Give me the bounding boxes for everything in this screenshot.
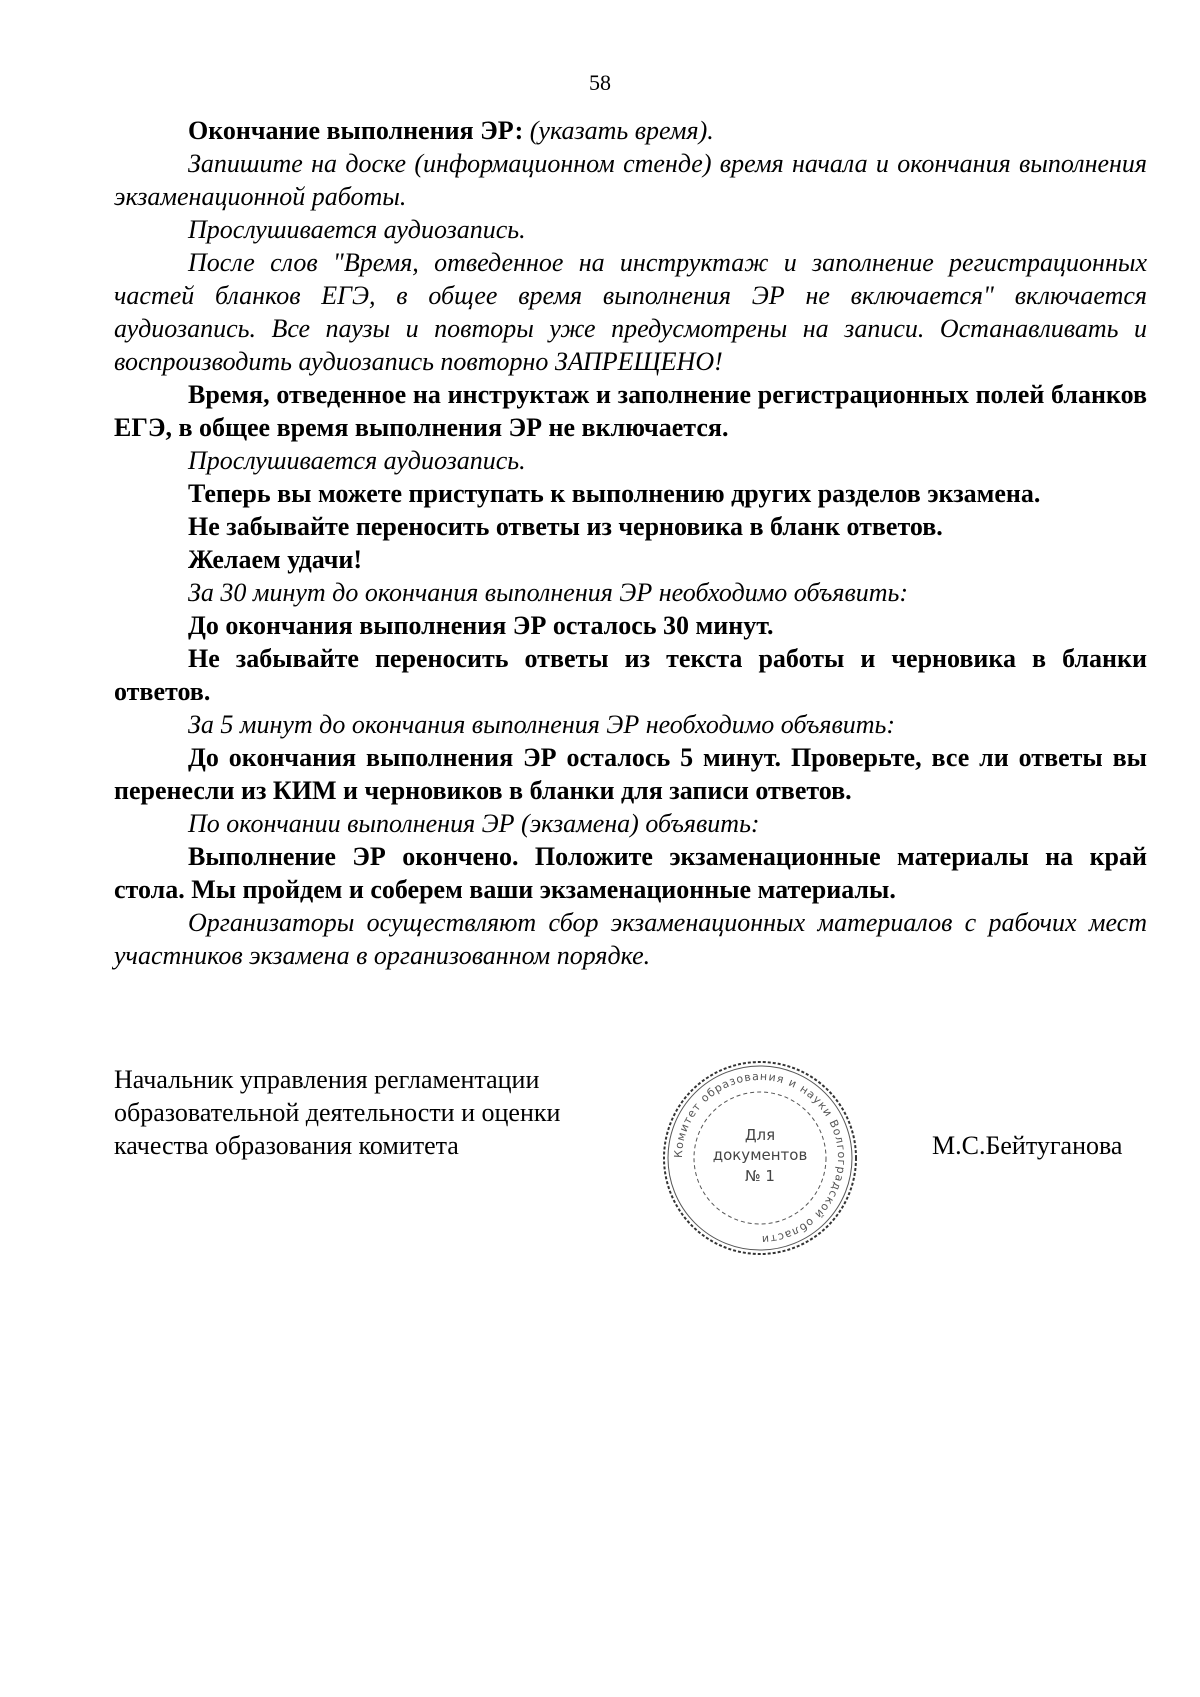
official-stamp <box>660 1058 860 1258</box>
italic-text: За 5 минут до окончания выполнения ЭР необходимо объявить: <box>188 710 896 739</box>
stamp-ring-text: Комитет образования и науки Волгоградской области <box>671 1069 849 1247</box>
paragraph <box>114 213 1147 246</box>
paragraph <box>114 378 1147 444</box>
paragraph <box>114 246 1147 378</box>
italic-text: Запишите на доске (информационном стенде) время начала и окончания выполнения экзаменационной работы. <box>114 149 1147 211</box>
paragraph <box>114 444 1147 477</box>
italic-text: Прослушивается аудиозапись. <box>188 446 526 475</box>
page-number: 58 <box>589 70 611 95</box>
italic-text: После слов "Время, отведенное на инструктаж и заполнение регистрационных частей бланков ЕГЭ, в общее время выполнения ЭР не включается" включается аудиозапись. Все паузы и повторы уже предусмотрены на записи. Останавливать и воспроизводить аудиозапись повторно ЗАПРЕЩЕНО! <box>114 248 1147 376</box>
signature-position-line: Начальник управления регламентации <box>114 1065 540 1094</box>
italic-text: (указать время). <box>529 116 714 145</box>
stamp-line: документов <box>712 1146 808 1164</box>
bold-text: Не забывайте переносить ответы из черновика в бланк ответов. <box>188 512 943 541</box>
bold-text: Желаем удачи! <box>188 545 363 574</box>
paragraph <box>114 477 1147 510</box>
paragraph <box>114 708 1147 741</box>
italic-text: Организаторы осуществляют сбор экзаменационных материалов с рабочих мест участников экзамена в организованном порядке. <box>114 908 1147 970</box>
bold-text: Окончание выполнения ЭР: <box>188 116 530 145</box>
paragraph <box>114 147 1147 213</box>
paragraph <box>114 906 1147 972</box>
paragraph <box>114 609 1147 642</box>
paragraph <box>114 642 1147 708</box>
paragraph <box>114 510 1147 543</box>
stamp-line: № 1 <box>745 1167 775 1185</box>
italic-text: За 30 минут до окончания выполнения ЭР необходимо объявить: <box>188 578 909 607</box>
signature-name: М.С.Бейтуганова <box>932 1131 1123 1160</box>
bold-text: До окончания выполнения ЭР осталось 30 минут. <box>188 611 774 640</box>
stamp-line: Для <box>744 1126 776 1144</box>
paragraph <box>114 807 1147 840</box>
italic-text: Прослушивается аудиозапись. <box>188 215 526 244</box>
bold-text: До окончания выполнения ЭР осталось 5 минут. Проверьте, все ли ответы вы перенесли из КИМ и черновиков в бланки для записи ответов. <box>114 743 1147 805</box>
bold-text: Теперь вы можете приступать к выполнению других разделов экзамена. <box>188 479 1041 508</box>
italic-text: По окончании выполнения ЭР (экзамена) объявить: <box>188 809 760 838</box>
paragraph <box>114 114 1147 147</box>
signature-position-line: образовательной деятельности и оценки <box>114 1098 561 1127</box>
signature-position-line: качества образования комитета <box>114 1131 459 1160</box>
bold-text: Выполнение ЭР окончено. Положите экзаменационные материалы на край стола. Мы пройдем и соберем ваши экзаменационные материалы. <box>114 842 1147 904</box>
document-body <box>114 114 1147 972</box>
bold-text: Не забывайте переносить ответы из текста работы и черновика в бланки ответов. <box>114 644 1147 706</box>
paragraph <box>114 543 1147 576</box>
paragraph <box>114 576 1147 609</box>
signature-position <box>114 1063 614 1162</box>
paragraph <box>114 741 1147 807</box>
bold-text: Время, отведенное на инструктаж и заполнение регистрационных полей бланков ЕГЭ, в общее время выполнения ЭР не включается. <box>114 380 1147 442</box>
paragraph <box>114 840 1147 906</box>
